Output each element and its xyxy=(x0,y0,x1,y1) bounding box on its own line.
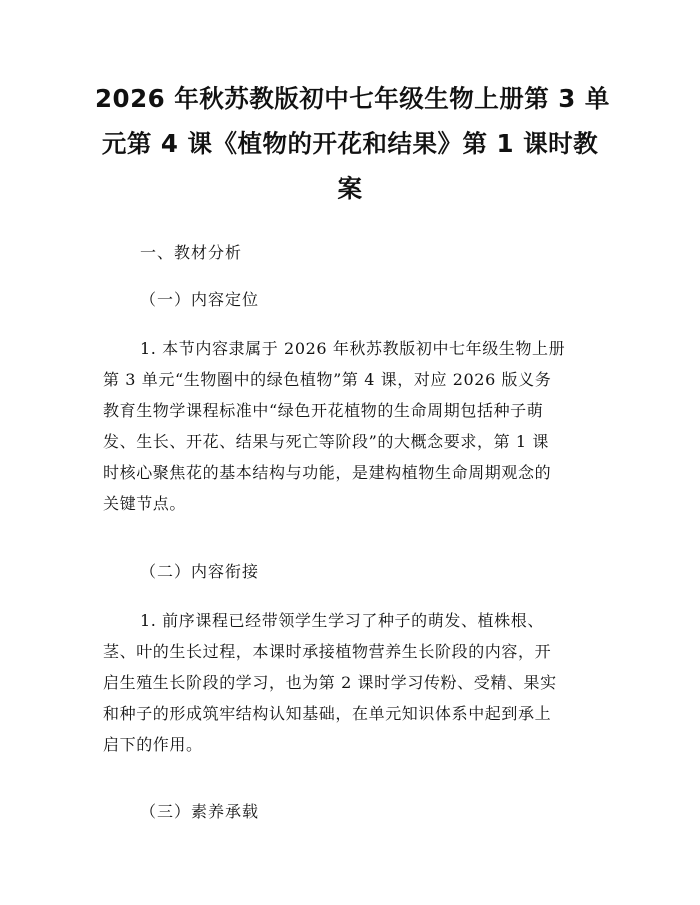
paragraph-line: 发、生长、开花、结果与死亡等阶段”的大概念要求，第 1 课 xyxy=(103,432,549,451)
paragraph-line: 教育生物学课程标准中“绿色开花植物的生命周期包括种子萌 xyxy=(103,401,544,420)
paragraph-line: 1. 本节内容隶属于 2026 年秋苏教版初中七年级生物上册 xyxy=(140,339,566,358)
subsection-heading-content-connection: （二）内容衔接 xyxy=(140,562,260,581)
title-line: 元第 4 课《植物的开花和结果》第 1 课时教 xyxy=(101,129,599,158)
title-line: 2026 年秋苏教版初中七年级生物上册第 3 单 xyxy=(95,84,610,113)
paragraph-line: 关键节点。 xyxy=(103,494,187,513)
document-title xyxy=(95,76,610,211)
subsection-heading-literacy: （三）素养承载 xyxy=(140,802,260,821)
subsection-heading-content-position: （一）内容定位 xyxy=(140,290,260,309)
paragraph-line: 时核心聚焦花的基本结构与功能，是建构植物生命周期观念的 xyxy=(103,463,552,482)
paragraph-line: 启生殖生长阶段的学习，也为第 2 课时学习传粉、受精、果实 xyxy=(103,673,557,692)
paragraph-line: 启下的作用。 xyxy=(103,735,203,754)
paragraph-line: 和种子的形成筑牢结构认知基础，在单元知识体系中起到承上 xyxy=(103,704,552,723)
paragraph-line: 第 3 单元“生物圈中的绿色植物”第 4 课，对应 2026 版义务 xyxy=(103,370,552,389)
paragraph-line: 1. 前序课程已经带领学生学习了种子的萌发、植株根、 xyxy=(140,611,544,630)
paragraph-content-connection xyxy=(103,605,608,760)
paragraph-line: 茎、叶的生长过程，本课时承接植物营养生长阶段的内容，开 xyxy=(103,642,552,661)
title-line: 案 xyxy=(337,174,363,203)
section-heading-textbook-analysis: 一、教材分析 xyxy=(140,243,243,262)
paragraph-content-position xyxy=(103,333,608,519)
